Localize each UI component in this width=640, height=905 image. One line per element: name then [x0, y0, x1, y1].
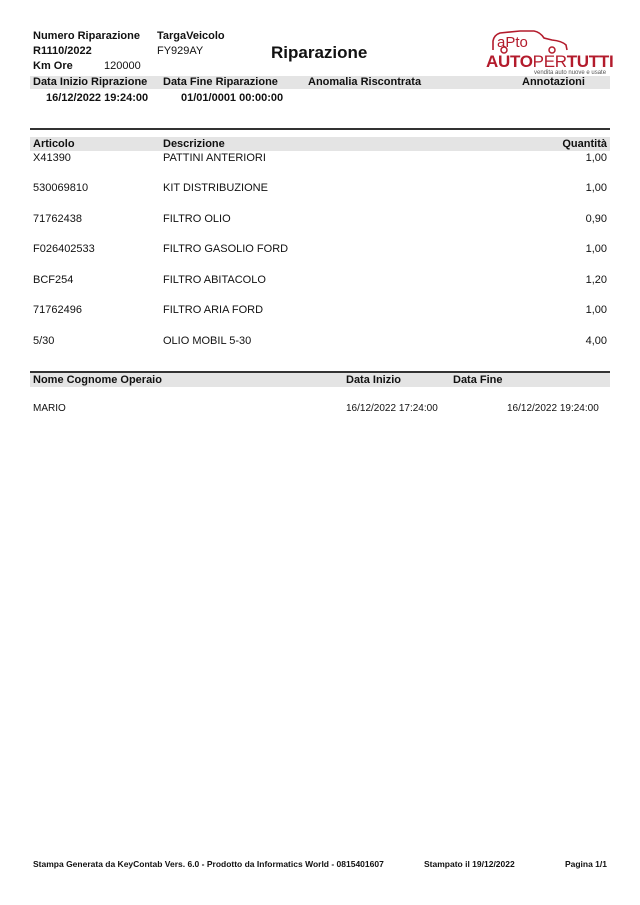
article-quantity: 1,00 — [585, 152, 607, 164]
article-description: KIT DISTRIBUZIONE — [163, 182, 268, 194]
document-title: Riparazione — [271, 43, 368, 62]
logo-mark-text: aPto — [497, 34, 528, 51]
col-worker-end: Data Fine — [453, 374, 503, 386]
article-quantity: 0,90 — [585, 213, 607, 225]
end-date-value: 01/01/0001 00:00:00 — [181, 92, 284, 104]
worker-name: MARIO — [33, 403, 66, 414]
km-value: 120000 — [104, 60, 141, 72]
table-row — [0, 243, 640, 259]
article-description: FILTRO OLIO — [163, 213, 231, 225]
repair-number-value: R1110/2022 — [33, 45, 92, 57]
article-code: 5/30 — [33, 335, 55, 347]
plate-label: TargaVeicolo — [157, 30, 225, 42]
km-label: Km Ore — [33, 60, 73, 72]
article-description: FILTRO GASOLIO FORD — [163, 243, 289, 255]
table-row — [0, 335, 640, 351]
col-worker-name: Nome Cognome Operaio — [33, 374, 162, 386]
table-row — [0, 182, 640, 198]
article-description: PATTINI ANTERIORI — [163, 152, 266, 164]
notes-label: Annotazioni — [522, 76, 585, 88]
end-date-label: Data Fine Riparazione — [163, 76, 278, 88]
article-quantity: 4,00 — [585, 335, 607, 347]
article-quantity: 1,00 — [585, 182, 607, 194]
col-worker-start: Data Inizio — [346, 374, 402, 386]
logo-per: PER — [532, 52, 567, 71]
article-code: F026402533 — [33, 243, 95, 255]
logo-wordmark — [486, 52, 613, 72]
start-date-label: Data Inizio Riprazione — [33, 76, 148, 88]
table-row — [0, 304, 640, 320]
article-code: 71762438 — [33, 213, 82, 225]
plate-value: FY929AY — [157, 45, 204, 57]
col-description: Descrizione — [163, 138, 225, 150]
article-quantity: 1,00 — [585, 304, 607, 316]
table-row — [0, 274, 640, 290]
article-description: FILTRO ABITACOLO — [163, 274, 266, 286]
logo-tutti: TUTTI — [566, 52, 614, 71]
car-logo-icon — [490, 28, 572, 54]
table-row — [0, 403, 640, 419]
logo-auto: AUTO — [486, 52, 533, 71]
col-quantity: Quantità — [562, 138, 607, 150]
footer-printed: Stampato il 19/12/2022 — [424, 859, 515, 869]
article-code: 71762496 — [33, 304, 82, 316]
article-code: 530069810 — [33, 182, 89, 194]
worker-end: 16/12/2022 19:24:00 — [507, 403, 599, 414]
article-description: FILTRO ARIA FORD — [163, 304, 264, 316]
company-logo — [486, 28, 612, 78]
anomaly-label: Anomalia Riscontrata — [308, 76, 422, 88]
logo-tagline: vendita auto nuove e usate — [534, 70, 607, 76]
start-date-value: 16/12/2022 19:24:00 — [46, 92, 149, 104]
article-description: OLIO MOBIL 5-30 — [163, 335, 252, 347]
footer-generated: Stampa Generata da KeyContab Vers. 6.0 - Prodotto da Informatics World - 0815401607 — [33, 859, 384, 869]
repair-number-label: Numero Riparazione — [33, 30, 140, 42]
article-code: X41390 — [33, 152, 71, 164]
col-article: Articolo — [33, 138, 75, 150]
article-code: BCF254 — [33, 274, 74, 286]
table-row — [0, 152, 640, 168]
worker-start: 16/12/2022 17:24:00 — [346, 403, 438, 414]
article-quantity: 1,20 — [585, 274, 607, 286]
articles-divider — [30, 128, 610, 130]
table-row — [0, 213, 640, 229]
footer-page: Pagina 1/1 — [564, 859, 607, 869]
article-quantity: 1,00 — [585, 243, 607, 255]
